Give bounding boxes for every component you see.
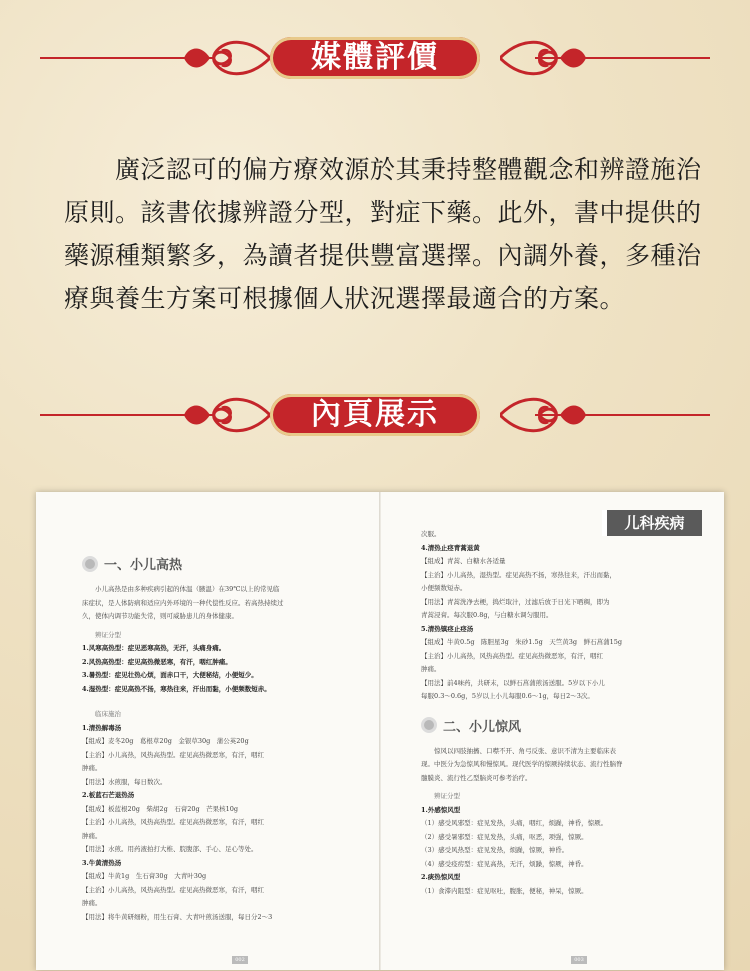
text-line: （3）感受风热型：症见发热，烦躁，惊厥，神昏。 <box>421 846 569 854</box>
text-line: 1.外感惊风型 <box>421 805 461 814</box>
text-line: 肿痛。 <box>421 665 441 673</box>
review-paragraph: 廣泛認可的偏方療效源於其秉持整體觀念和辨證施治原則。該書依據辨證分型，對症下藥。此外，書中提供的藥源種類繁多，為讀者提供豐富選擇。內調外養，多種治療與養生方案可根據個人狀況選擇最適合的方案。 <box>64 155 702 313</box>
section-heading <box>82 554 412 573</box>
text-line: 【主治】小儿高热，风热高热型。症见高热微恶寒，有汗，咽红 <box>421 651 603 660</box>
text-line: 3.牛黄清热汤 <box>82 858 122 867</box>
media-review-banner <box>0 23 750 93</box>
chapter-tag: 儿科疾病 <box>602 510 702 536</box>
section-title: 二、小儿惊风 <box>443 719 522 735</box>
text-line: 肿痛。 <box>82 899 102 907</box>
text-line: 惊风以四肢抽搐、口噤不开、角弓反张、意识不清为主要临床表 <box>434 746 616 755</box>
text-line: 【组成】板蓝根20g 柴胡2g 石膏20g 芒果核10g <box>82 804 239 813</box>
text-line: 【用法】将牛黄研细粉，用生石膏、大青叶煎汤送服，每日分2～3 <box>82 912 273 921</box>
page-number: 002 <box>232 956 248 964</box>
text-line: 肿痛。 <box>82 764 102 772</box>
left-page <box>82 492 412 970</box>
text-line: （1）食滞内阻型：症见呕吐，腹胀，便秘，神呆，惊厥。 <box>421 886 588 895</box>
text-line: 【用法】前4味药，共研末，以鲜石菖蒲煎汤送服。5岁以下小儿 <box>421 678 605 687</box>
text-line: 【用法】水煎服，每日数次。 <box>82 777 167 786</box>
text-line: 【主治】小儿高热，湿热型。症见高热不扬，寒热往来，汗出而黏， <box>421 570 616 579</box>
text-line: 现。中医分为急惊风和慢惊风。现代医学的惊厥持续状态、流行性脑脊 <box>421 760 623 768</box>
book-spread <box>36 492 724 970</box>
text-line: 5.清热镇痉止痉汤 <box>421 624 474 633</box>
text-line: 3.暑热型：症见壮热心烦，面赤口干，大便秘结，小便短少。 <box>82 671 258 679</box>
page-number: 003 <box>571 956 587 964</box>
subheading: 临床施治 <box>95 710 121 718</box>
text-line: （2）感受暑邪型：症见发热，头痛，呕恶，项强，惊厥。 <box>421 832 588 841</box>
text-line: 2.痰热惊风型 <box>421 873 461 881</box>
banner-divider-right <box>535 57 710 59</box>
text-line: 小儿高热是由多种疾病引起的体温（腋温）在39℃以上的常见临 <box>95 585 280 593</box>
text-line: 2.板蓝石芒退热汤 <box>82 791 135 799</box>
text-line: 1.清热解毒汤 <box>82 723 122 732</box>
text-line: 【组成】牛黄1g 生石膏30g 大青叶30g <box>82 872 207 880</box>
text-line: 床症状，是人体防病和适应内外环境的一种代偿性反应。若高热持续过 <box>82 598 284 607</box>
text-line: 青蒿浸膏。每次服0.8g，与白糖水调匀服用。 <box>421 611 553 619</box>
text-line: 【主治】小儿高热，风热高热型。症见高热微恶寒，有汗，咽红 <box>82 885 264 894</box>
text-line: 每服0.3～0.6g，5岁以上小儿每服0.6～1g，每日2～3次。 <box>421 692 594 700</box>
text-line: 次服。 <box>421 530 441 538</box>
text-line: 髓膜炎、流行性乙型脑炎可参考治疗。 <box>421 773 532 782</box>
right-page <box>421 492 750 970</box>
subheading: 辨证分型 <box>95 630 121 639</box>
section-bullet-icon <box>82 556 98 572</box>
inner-pages-banner <box>0 380 750 450</box>
text-line: （1）感受风邪型：症见发热，头痛，咽红，烦躁，神昏，惊厥。 <box>421 819 608 827</box>
banner-label: 內頁展示 <box>270 394 480 436</box>
text-line: 1.风寒高热型：症见恶寒高热，无汗，头痛身痛。 <box>82 644 226 652</box>
text-line: 久，使体内调节功能失常，则可威胁患儿的身体健康。 <box>82 612 238 620</box>
text-line: 4.清热止痉青蒿退黄 <box>421 543 480 552</box>
text-line: 【用法】青蒿洗净去梗，捣烂取汁，过滤后放于日光下晒稠，即为 <box>421 597 610 606</box>
text-line: 【主治】小儿高热，风热高热型。症见高热微恶寒，有汗，咽红 <box>82 750 264 759</box>
section-title: 一、小儿高热 <box>104 558 183 573</box>
text-line: 【组成】牛黄0.5g 陈胆星3g 朱砂1.5g 天竺黄3g 鲜石菖蒲15g <box>421 638 623 646</box>
banner-divider-right <box>535 414 710 416</box>
text-line: 【组成】青蒿、白糖水各适量 <box>421 557 506 565</box>
text-line: 【用法】水煎。用药液拍打大椎、脘腹部、手心、足心等处。 <box>82 845 258 853</box>
section-bullet-icon <box>421 717 437 733</box>
text-line: 【主治】小儿高热，风热高热型。症见高热微恶寒，有汗，咽红 <box>82 818 264 826</box>
text-line: 小便频数短赤。 <box>421 584 467 592</box>
text-line: （4）感受疫疠型：症见高热，无汗，烦躁，惊厥，神昏。 <box>421 859 588 868</box>
text-line: 肿痛。 <box>82 831 102 840</box>
text-line: 2.风热高热型：症见高热微恶寒，有汗，咽红肿痛。 <box>82 657 232 666</box>
subheading: 辨证分型 <box>434 792 460 800</box>
ornament-left-icon <box>180 33 270 83</box>
banner-label: 媒體評價 <box>270 37 480 79</box>
text-line: 4.湿热型：症见高热不扬，寒热往来，汗出而黏，小便频数短赤。 <box>82 684 271 693</box>
text-line: 【组成】麦冬20g 葛根草20g 金银草30g 蒲公英20g <box>82 737 249 745</box>
section-heading <box>421 716 750 735</box>
ornament-left-icon <box>180 390 270 440</box>
